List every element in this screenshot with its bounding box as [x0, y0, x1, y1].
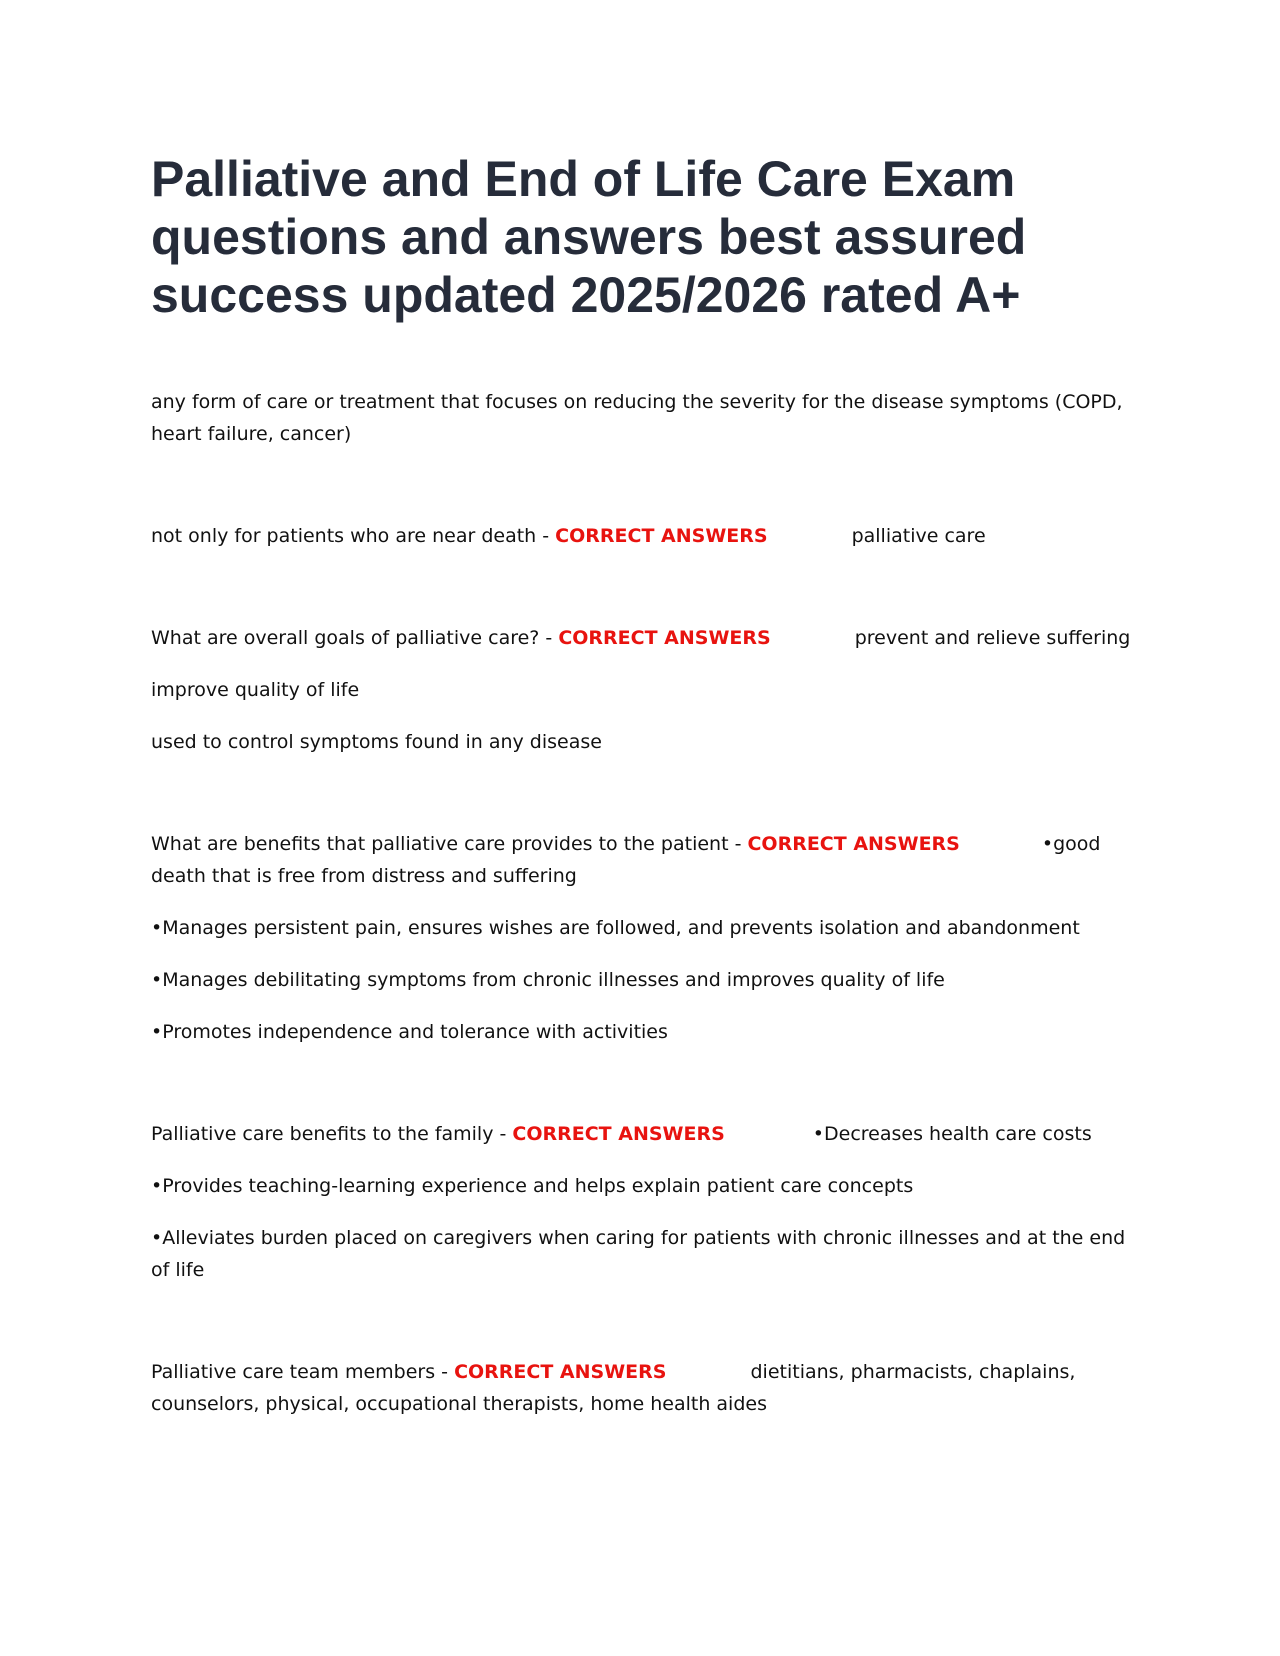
qa-item-1 [151, 520, 1141, 552]
question-text: What are overall goals of palliative care? - [151, 627, 559, 649]
correct-answers-tag: CORRECT ANSWERS [558, 627, 771, 649]
question-text: Palliative care team members - [151, 1361, 455, 1383]
answer-line: used to control symptoms found in any disease [151, 731, 602, 753]
document-page [151, 150, 1141, 1420]
qa-question-line [151, 828, 1141, 892]
qa-question-line [151, 520, 1141, 552]
correct-answers-tag: CORRECT ANSWERS [747, 833, 960, 855]
intro-paragraph: any form of care or treatment that focuses on reducing the severity for the disease symptoms (COPD, heart failure, cancer) [151, 391, 1123, 445]
answer-line: •Manages debilitating symptoms from chronic illnesses and improves quality of life [151, 969, 945, 991]
answer-line: •Provides teaching-learning experience and helps explain patient care concepts [151, 1175, 914, 1197]
answer-line: •Manages persistent pain, ensures wishes are followed, and prevents isolation and abandonment [151, 917, 1080, 939]
correct-answers-tag: CORRECT ANSWERS [454, 1361, 667, 1383]
answer-text: palliative care [851, 525, 986, 547]
question-text: Palliative care benefits to the family - [151, 1123, 513, 1145]
answer-text: •Decreases health care costs [812, 1123, 1092, 1145]
qa-item-2 [151, 622, 1141, 758]
answer-line: •Promotes independence and tolerance with activities [151, 1021, 668, 1043]
question-text: What are benefits that palliative care provides to the patient - [151, 833, 748, 855]
qa-item-5 [151, 1356, 1141, 1420]
qa-question-line [151, 1356, 1141, 1420]
qa-item-4 [151, 1118, 1141, 1286]
answer-text: dietitians, pharmacists, chaplains, counselors, physical, occupational therapists, home health aides [151, 1361, 1076, 1415]
question-text: not only for patients who are near death - [151, 525, 556, 547]
qa-question-line [151, 622, 1141, 654]
correct-answers-tag: CORRECT ANSWERS [512, 1123, 725, 1145]
document-title: Palliative and End of Life Care Exam questions and answers best assured success updated 2025/2026 rated A+ [151, 151, 1027, 323]
correct-answers-tag: CORRECT ANSWERS [555, 525, 768, 547]
answer-text: •good death that is free from distress and suffering [151, 833, 1101, 887]
answer-line: •Alleviates burden placed on caregivers when caring for patients with chronic illnesses and at the end of life [151, 1227, 1126, 1281]
answer-line: improve quality of life [151, 679, 360, 701]
qa-question-line [151, 1118, 1141, 1150]
qa-item-3 [151, 828, 1141, 1048]
answer-text: prevent and relieve suffering [854, 627, 1131, 649]
